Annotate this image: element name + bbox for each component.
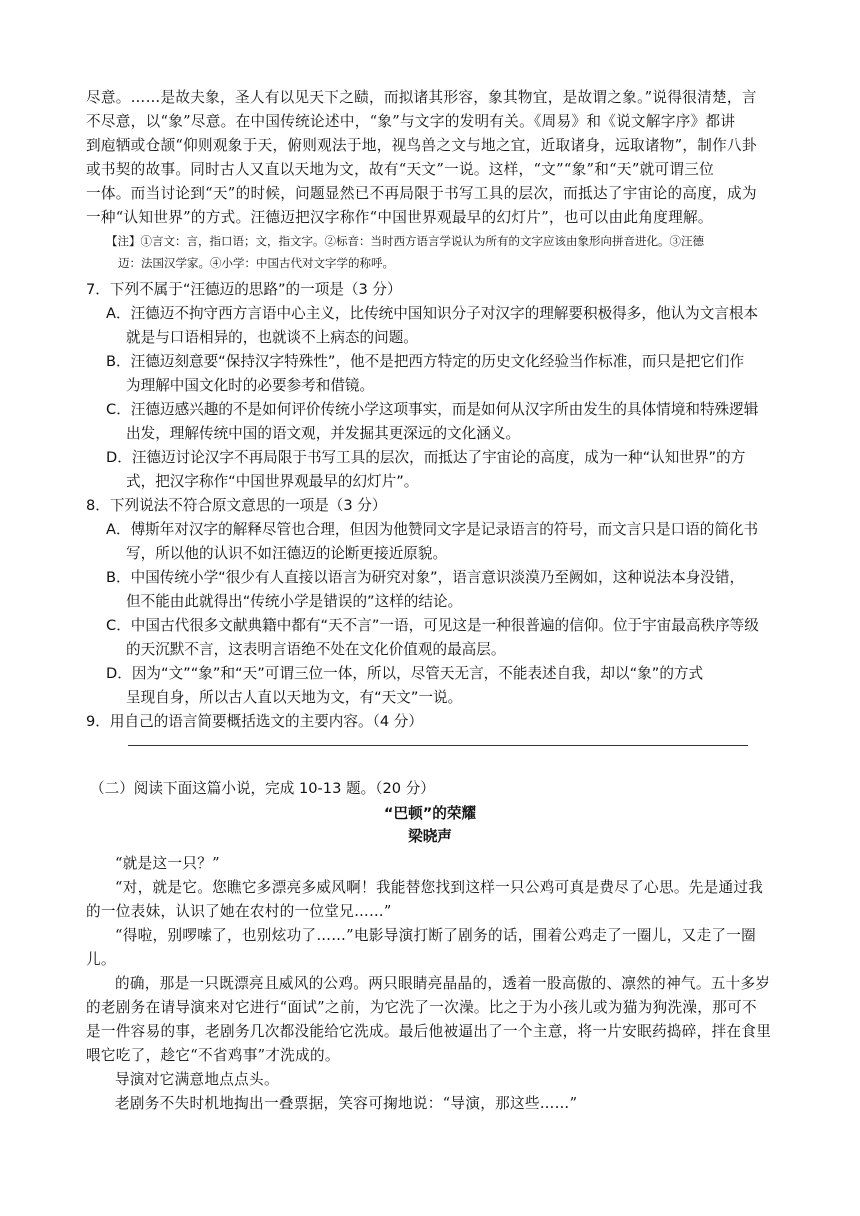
option-b-line1: B．汪德迈刻意要“保持汉字特殊性”，他不是把西方特定的历史文化经验当作标准，而只是把它们作 [106, 353, 745, 370]
story-line: “对，就是它。您瞧它多漂亮多威风啊！我能替您找到这样一只公鸡可真是费尽了心思。先是通过我 [115, 879, 764, 896]
option-b-line1: B．中国传统小学“很少有人直接以语言为研究对象”，语言意识淡漠乃至阙如，这种说法本身没错， [106, 569, 745, 586]
option-b-line2: 为理解中国文化时的必要参考和借镜。 [126, 377, 375, 394]
note-line: 【注】①言文：言，指口语；文，指文字。②标音：当时西方语言学说认为所有的文字应该由象形向拼音进化。③汪德 [106, 234, 704, 248]
option-d-line1: D．汪德迈讨论汉字不再局限于书写工具的层次，而抵达了宇宙论的高度，成为一种“认知世界”的方 [106, 449, 746, 466]
story-author: 梁晓声 [408, 828, 452, 845]
passage-line: 一体。而当讨论到“天”的时候，问题显然已不再局限于书写工具的层次，而抵达了宇宙论的高度，成为 [86, 185, 757, 202]
option-a-line1: A．傅斯年对汉字的解释尽管也合理，但因为他赞同文字是记录语言的符号，而文言只是口语的简化书 [106, 521, 759, 538]
section-intro: （二）阅读下面这篇小说，完成 10-13 题。（20 分） [90, 780, 435, 797]
option-c-line2: 的天沉默不言，这表明言语绝不处在文化价值观的最高层。 [126, 641, 506, 658]
option-a-line1: A．汪德迈不拘守西方言语中心主义，比传统中国知识分子对汉字的理解要积极得多，他认为文言根本 [106, 305, 759, 322]
option-a-line2: 就是与口语相异的，也就谈不上病态的问题。 [126, 329, 418, 346]
story-line: 的确，那是一只既漂亮且威风的公鸡。两只眼睛亮晶晶的，透着一股高傲的、凛然的神气。五十多岁 [115, 975, 771, 992]
option-a-line2: 写，所以他的认识不如汪德迈的论断更接近原貌。 [126, 545, 448, 562]
option-c-line2: 出发，理解传统中国的语文观，并发掘其更深远的文化涵义。 [126, 425, 521, 442]
story-line: 导演对它满意地点点头。 [115, 1071, 279, 1088]
story-line: “就是这一只？” [115, 855, 220, 872]
passage-line: 或书契的故事。同时古人又直以天地为文，故有“天文”一说。这样，“文”“象”和“天”就可谓三位 [86, 161, 715, 178]
option-c-line1: C．中国古代很多文献典籍中都有“天不言”一语，可见这是一种很普遍的信仰。位于宇宙最高秩序等级 [106, 617, 759, 634]
story-title: “巴顿”的荣耀 [383, 805, 477, 822]
passage-line: 到庖牺或仓颉“仰则观象于天，俯则观法于地，视鸟兽之文与地之宜，近取诸身，远取诸物”，制作八卦 [86, 137, 757, 154]
note-line: 迈：法国汉学家。④小学：中国古代对文字学的称呼。 [118, 256, 394, 270]
story-line: 儿。 [86, 951, 116, 968]
option-d-line2: 呈现自身，所以古人直以天地为文，有“天文”一说。 [126, 689, 463, 706]
story-line: 喂它吃了，趁它“不省鸡事”才洗成的。 [86, 1047, 340, 1064]
question-9-stem: 9．用自己的语言简要概括选文的主要内容。（4 分） [86, 713, 423, 730]
story-line: 的一位表妹，认识了她在农村的一位堂兄……” [86, 903, 392, 920]
answer-line [128, 745, 748, 746]
option-b-line2: 但不能由此就得出“传统小学是错误的”这样的结论。 [126, 593, 463, 610]
story-line: “得啦，别啰嗦了，也别炫功了……”电影导演打断了剧务的话，围着公鸡走了一圈儿，又走了一圈 [115, 927, 757, 944]
passage-line: 不尽意，以“象”尽意。在中国传统论述中，“象”与文字的发明有关。《周易》和《说文解字序》都讲 [86, 113, 736, 130]
option-d-line2: 式，把汉字称作“中国世界观最早的幻灯片”。 [126, 473, 419, 490]
passage-line: 一种“认知世界”的方式。汪德迈把汉字称作“中国世界观最早的幻灯片”，也可以由此角度理解。 [86, 209, 713, 226]
story-line: 是一件容易的事，老剧务几次都没能给它洗成。最后他被逼出了一个主意，将一片安眠药捣碎，拌在食里 [86, 1023, 772, 1040]
question-stem: 7．下列不属于“汪德迈的思路”的一项是（3 分） [86, 281, 402, 298]
option-c-line1: C．汪德迈感兴趣的不是如何评价传统小学这项事实，而是如何从汉字所由发生的具体情境和特殊逻辑 [106, 401, 759, 418]
option-d-line1: D．因为“文”“象”和“天”可谓三位一体，所以，尽管天无言，不能表述自我，却以“象”的方式 [106, 665, 704, 682]
story-line: 老剧务不失时机地掏出一叠票据，笑容可掬地说：“导演，那这些……” [115, 1095, 578, 1112]
story-line: 的老剧务在请导演来对它进行“面试”之前，为它洗了一次澡。比之于为小孩儿或为猫为狗洗澡，那可不 [86, 999, 757, 1016]
question-stem: 8．下列说法不符合原文意思的一项是（3 分） [86, 497, 387, 514]
passage-line: 尽意。……是故夫象，圣人有以见天下之赜，而拟诸其形容，象其物宜，是故谓之象。”说得很清楚，言 [86, 89, 757, 106]
